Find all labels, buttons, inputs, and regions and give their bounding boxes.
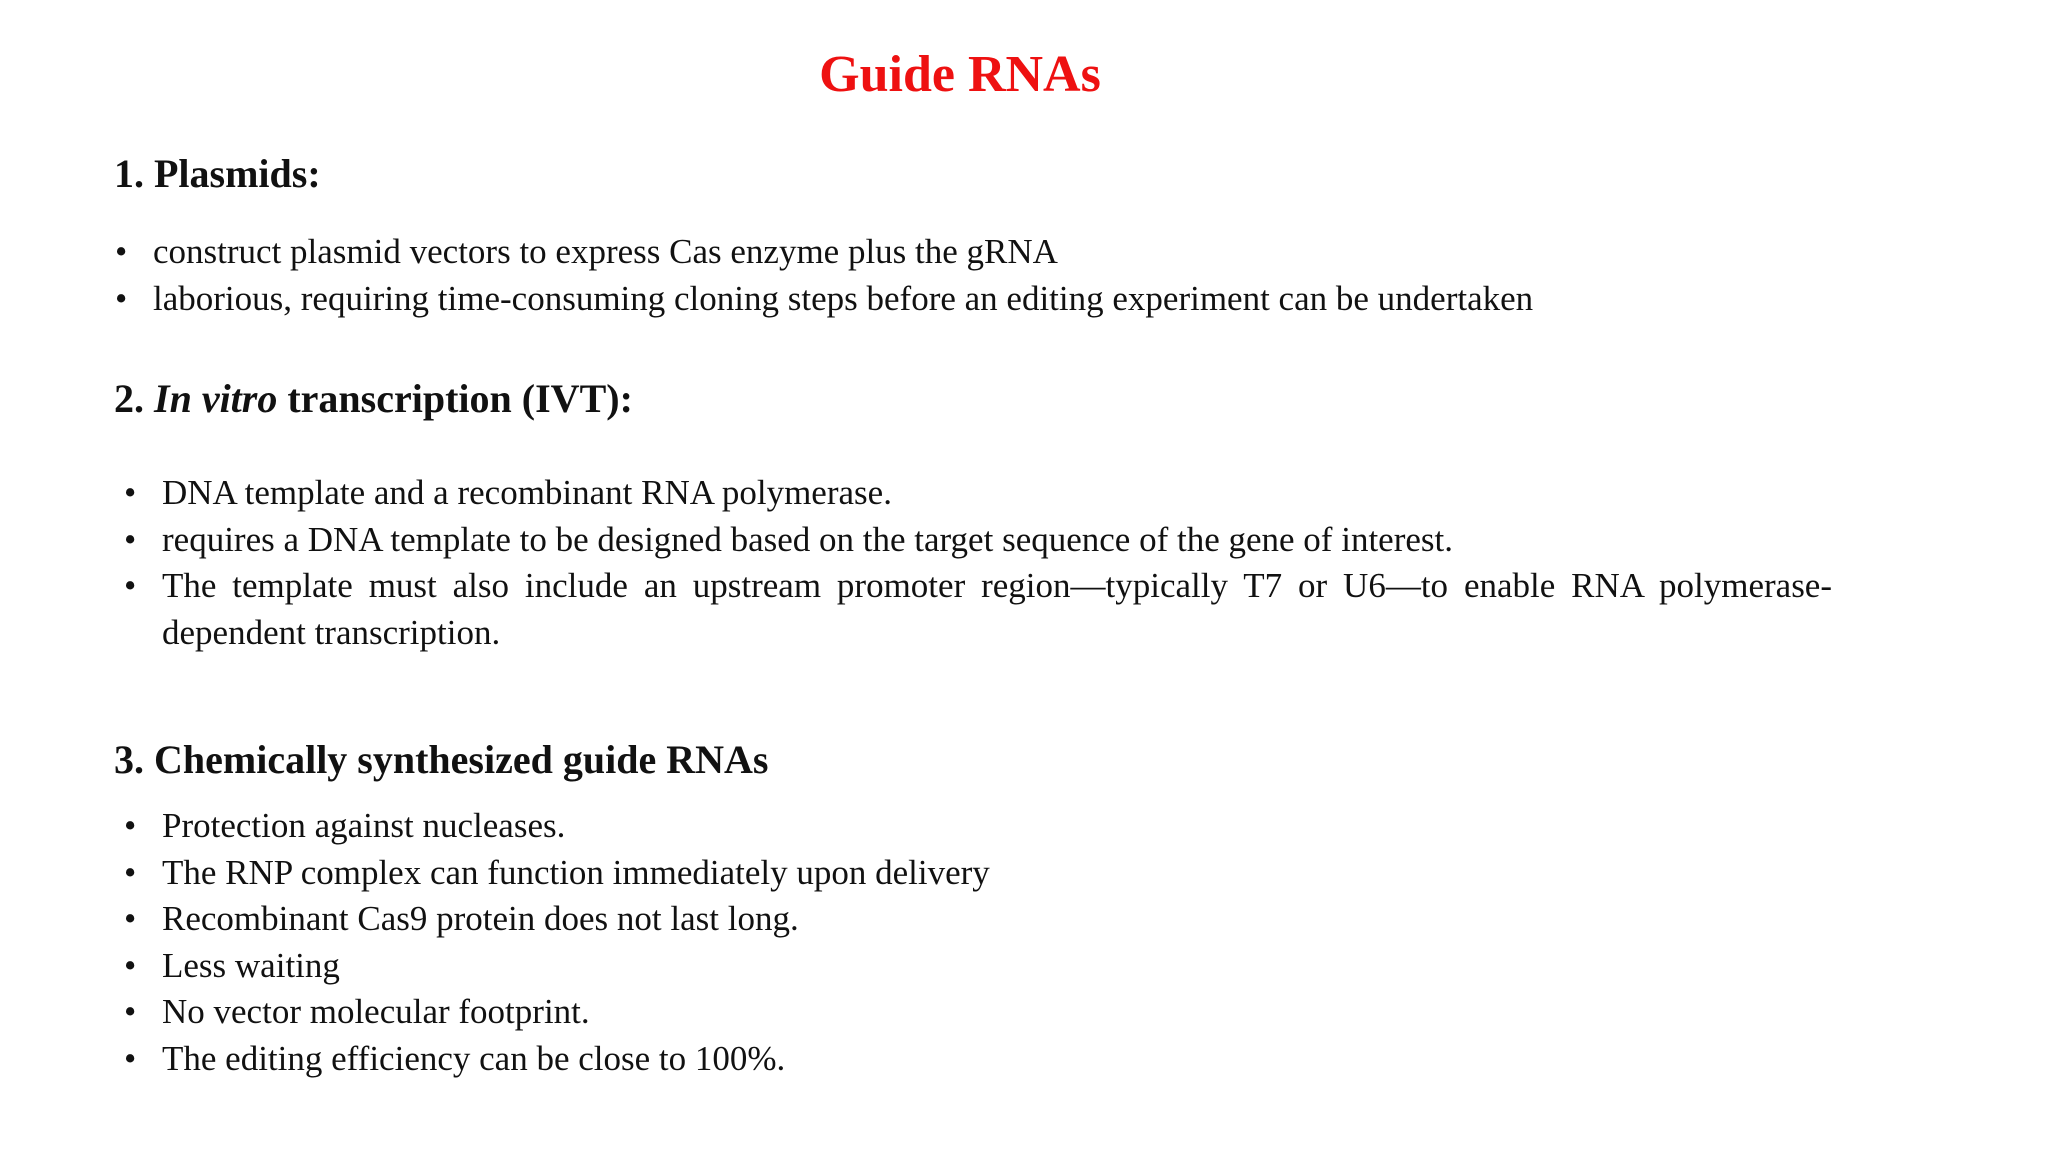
list-item-text: No vector molecular footprint.: [162, 992, 590, 1031]
list-item-text: construct plasmid vectors to express Cas enzyme plus the gRNA: [153, 232, 1058, 271]
list-item-text: The editing efficiency can be close to 100%.: [162, 1038, 786, 1078]
list-item-text: Less waiting: [162, 945, 340, 985]
list-item: [124, 850, 1832, 897]
list-item-text: requires a DNA template to be designed based on the target sequence of the gene of interest.: [162, 519, 1453, 559]
bullet-icon: •: [124, 852, 137, 892]
section-number: 2.: [114, 376, 144, 421]
list-item-text: DNA template and a recombinant RNA polymerase.: [162, 473, 892, 512]
section-heading-italic: In vitro: [154, 376, 278, 421]
section-heading-text: transcription (IVT):: [287, 376, 633, 421]
list-item: [124, 1036, 1832, 1083]
list-item-text: laborious, requiring time-consuming cloning steps before an editing experiment can be undertaken: [153, 278, 1534, 318]
list-item: [124, 803, 1832, 850]
section-number: 3.: [114, 737, 144, 782]
list-item: [124, 563, 1832, 656]
list-item-text: Protection against nucleases.: [162, 806, 566, 845]
list-item: [115, 229, 1853, 276]
section-heading-plasmids: [114, 149, 321, 199]
synthesized-bullet-list: [124, 803, 1832, 1082]
bullet-icon: •: [124, 806, 137, 845]
bullet-icon: •: [115, 278, 128, 318]
bullet-icon: •: [124, 473, 137, 512]
list-item-text: The template must also include an upstream promoter region—typically T7 or U6—to enable RNA polymerase-dependent transcription.: [162, 566, 1832, 652]
slide-title: Guide RNAs: [819, 46, 1101, 103]
bullet-icon: •: [124, 945, 137, 985]
list-item: [124, 989, 1832, 1036]
list-item-text: Recombinant Cas9 protein does not last long.: [162, 899, 799, 938]
section-heading-text: Chemically synthesized guide RNAs: [154, 737, 769, 782]
bullet-icon: •: [124, 899, 137, 938]
list-item: [124, 470, 1832, 517]
bullet-icon: •: [124, 519, 137, 559]
section-heading-text: Plasmids:: [154, 151, 321, 196]
list-item-text: The RNP complex can function immediately upon delivery: [162, 852, 990, 892]
section-number: 1.: [114, 151, 144, 196]
bullet-icon: •: [124, 992, 137, 1031]
bullet-icon: •: [115, 232, 128, 271]
plasmids-bullet-list: [115, 229, 1853, 322]
list-item: [124, 517, 1832, 564]
list-item: [124, 896, 1832, 943]
list-item: [115, 276, 1853, 323]
section-heading-ivt: [114, 374, 633, 424]
bullet-icon: •: [124, 566, 137, 605]
section-heading-synthesized: [114, 735, 768, 785]
ivt-bullet-list: [124, 470, 1832, 656]
list-item: [124, 943, 1832, 990]
bullet-icon: •: [124, 1038, 137, 1078]
